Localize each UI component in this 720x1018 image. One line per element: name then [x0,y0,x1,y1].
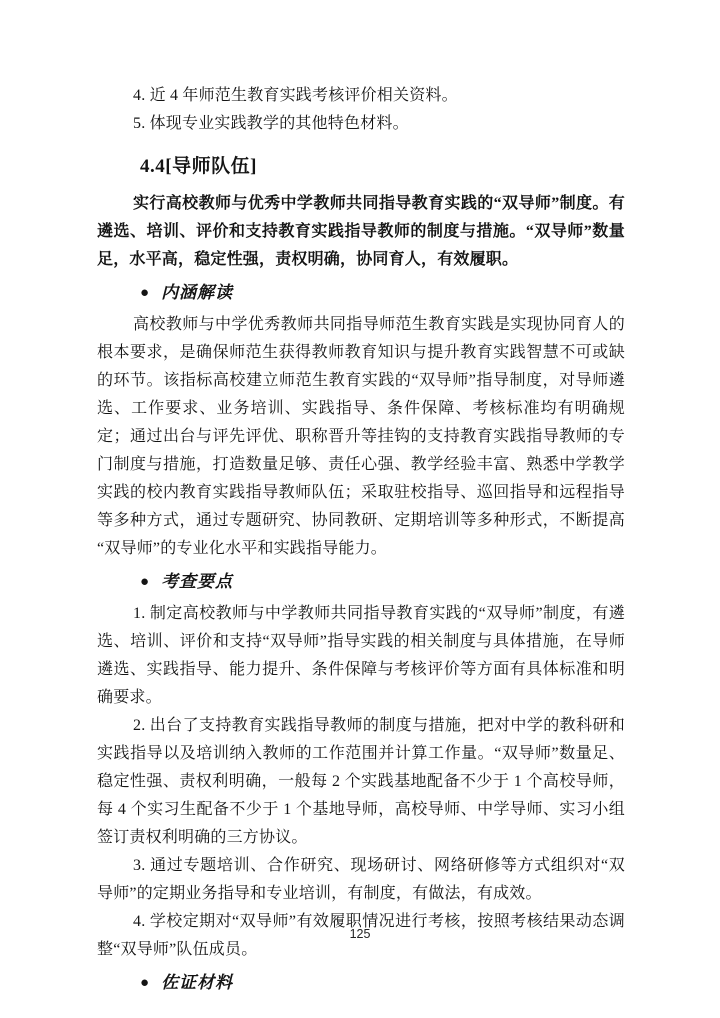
evidence-list-item-5: 5. 体现专业实践教学的其他特色材料。 [133,115,409,132]
evidence-list-item-4: 4. 近 4 年师范生教育实践考核评价相关资料。 [133,87,458,104]
bullet-title-connotation: 内涵解读 [161,283,234,302]
bullet-icon: ● [140,285,150,301]
page-content [97,82,625,1001]
bullet-title-supporting-materials: 佐证材料 [161,973,234,992]
bullet-heading-connotation [140,280,625,307]
bullet-icon: ● [140,975,150,991]
bullet-heading-supporting-materials [140,970,625,997]
inspection-point-4: 4. 学校定期对“双导师”有效履职情况进行考核，按照考核结果动态调整“双导师”队伍成员。 [97,913,625,958]
bullet-icon: ● [140,574,150,590]
bullet-heading-inspection-points [140,569,625,596]
connotation-paragraph: 高校教师与中学优秀教师共同指导师范生教育实践是实现协同育人的根本要求，是确保师范生获得教师教育知识与提升教育实践智慧不可或缺的环节。该指标高校建立师范生教育实践的“双导师”指导制度，对导师遴选、工作要求、业务培训、实践指导、条件保障、考核标准均有明确规定；通过出台与评先评优、职称晋升等挂钩的支持教育实践指导教师的专门制度与措施，打造数量足够、责任心强、教学经验丰富、熟悉中学教学实践的校内教育实践指导教师队伍；采取驻校指导、巡回指导和远程指导等多种方式，通过专题研究、协同教研、定期培训等多种形式，不断提高“双导师”的专业化水平和实践指导能力。 [97,316,625,557]
inspection-point-3: 3. 通过专题培训、合作研究、现场研讨、网络研修等方式组织对“双导师”的定期业务指导和专业培训，有制度，有做法，有成效。 [97,857,625,902]
bullet-title-inspection-points: 考查要点 [161,572,234,591]
inspection-point-1: 1. 制定高校教师与中学教师共同指导教育实践的“双导师”制度，有遴选、培训、评价和支持“双导师”指导实践的相关制度与具体措施，在导师遴选、实践指导、能力提升、条件保障与考核评价等方面有具体标准和明确要求。 [97,605,625,706]
intro-paragraph: 实行高校教师与优秀中学教师共同指导教育实践的“双导师”制度。有遴选、培训、评价和支持教育实践指导教师的制度与措施。“双导师”数量足，水平高，稳定性强，责权明确，协同育人，有效履职。 [97,195,625,268]
page-number: 125 [349,927,371,941]
inspection-point-2: 2. 出台了支持教育实践指导教师的制度与措施，把对中学的教科研和实践指导以及培训纳入教师的工作范围并计算工作量。“双导师”数量足、稳定性强、责权利明确，一般每 2 个实践基地配备不少于 1 个高校导师，每 4 个实习生配备不少于 1 个基地导师，高校导师、中学导师、实习小组签订责权利明确的三方协议。 [97,717,625,846]
section-heading-mentor-team: 4.4[导师队伍] [140,156,257,177]
